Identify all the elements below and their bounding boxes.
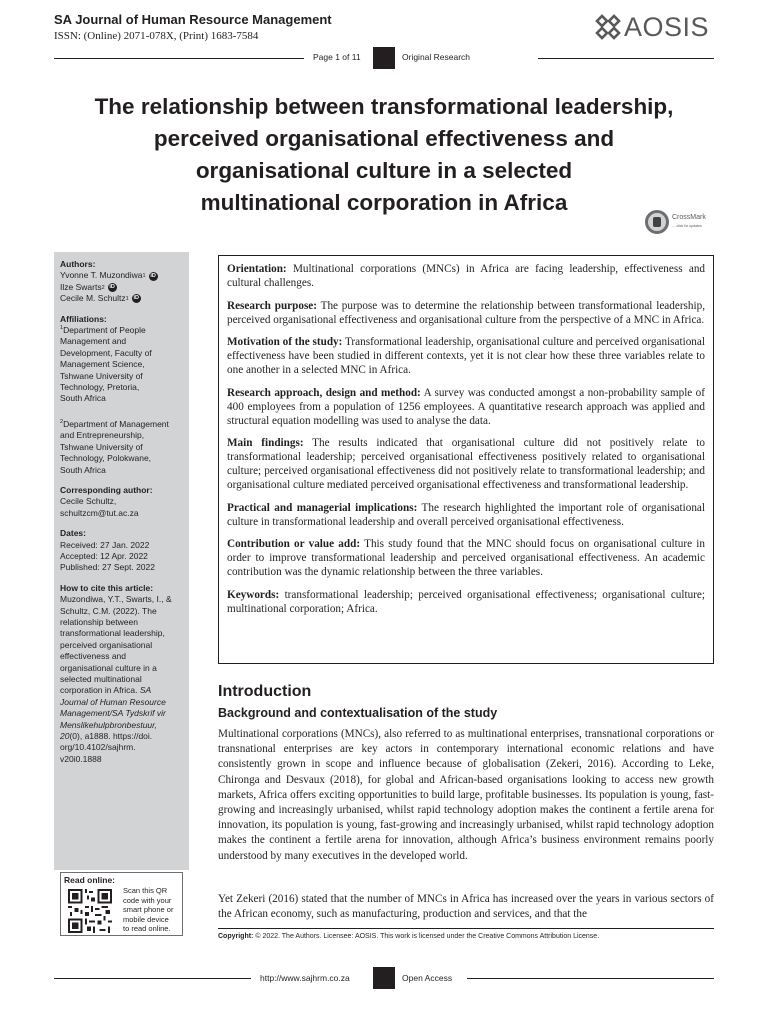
date-received: Received: 27 Jan. 2022 [60, 539, 150, 550]
cite-italic: Journal of Human Resource [60, 696, 166, 707]
author-name: Cecile M. Schultz [60, 293, 126, 304]
copyright-text: © 2022. The Authors. Licensee: AOSIS. This work is licensed under the Creative Commons Attribution License. [255, 933, 600, 940]
abstract-text: Transformational leadership, organisational culture and perceived organisational effectiveness have been studied in different contexts, yet it is not clear how these three variables relate to one another in a selected MNC in Africa. [227, 336, 705, 376]
title-line: perceived organisational effectiveness and [153, 126, 615, 151]
cite-volume: 20 [60, 731, 70, 742]
abstract-purpose [227, 299, 705, 327]
abstract-text: The research highlighted the important role of organisational culture in transformational leadership and overall perceived organisational effectiveness. [227, 501, 705, 528]
crossmark-sublabel: ← click for updates [672, 224, 702, 228]
footer-block [373, 967, 395, 989]
abstract-findings [227, 436, 705, 492]
corresponding-label: Corresponding author: [60, 484, 153, 495]
qr-code-icon[interactable] [68, 889, 112, 933]
corresponding-section [60, 485, 183, 519]
aosis-logo-icon [594, 13, 622, 41]
orcid-icon[interactable]: iD [133, 295, 139, 302]
abstract-box [218, 255, 714, 664]
crossmark-label: CrossMark [672, 214, 706, 221]
orcid-icon[interactable]: iD [150, 272, 156, 279]
authors-section [60, 259, 183, 305]
abstract-text: A survey was conducted amongst a non-probability sample of 400 employees from a population of 1256 employees. A quantitative research approach was applied and structural equation modelling was used to analyse the data. [227, 386, 705, 427]
date-accepted: Accepted: 12 Apr. 2022 [60, 550, 148, 561]
divider [54, 58, 304, 59]
affiliation-sup: 1 [60, 325, 64, 332]
cite-label: How to cite this article: [60, 582, 154, 593]
affiliation-line: Technology, Pretoria, [60, 382, 140, 393]
orcid-icon[interactable]: iD [109, 284, 115, 291]
affiliation-line: Technology, Polokwane, [60, 453, 152, 464]
abstract-label: Motivation of the study: [227, 336, 343, 348]
qr-text-line: smart phone or [123, 905, 174, 914]
cite-tail[interactable]: org/10.4102/sajhrm. [60, 742, 136, 753]
affiliation-line: South Africa [60, 393, 106, 404]
affiliations-section [60, 314, 183, 476]
cite-tail[interactable]: v20i0.1888 [60, 753, 102, 764]
author-item: Yvonne T. Muzondiwa 1 iD [60, 270, 156, 281]
affiliation-2 [60, 419, 183, 476]
title-line: organisational culture in a selected [195, 158, 573, 183]
section-type: Original Research [402, 52, 471, 62]
body-paragraph: Multinational corporations (MNCs), also referred to as multinational enterprises, transnational corporations or transnational enterprises are key actors in contemporary international economic relations and have consistently grown in scope and influence because of globalisation (Zekeri, 2016). According to Leke, Chironga and Desvaux (2018), for global and African-based organisations looking to access new growth markets, Africa offers exciting opportunities to build large, profitable businesses. Its population is young, fast-growing and increasingly urbanised, whilst rapid technology adoption makes the continent a fertile arena for innovation, its population is young, fast-growing and increasingly urbanised, whilst rapid technology adoption makes the continent a fertile arena for innovation, although Africa’s business environment remains poorly understood by many executives in the developed world. [218, 728, 714, 862]
page-number: Page 1 of 11 [313, 52, 361, 62]
subsection-heading: Background and contextualisation of the study [218, 706, 498, 720]
authors-label: Authors: [60, 259, 96, 269]
abstract-keywords [227, 588, 705, 616]
divider [54, 978, 251, 979]
article-sidebar [54, 252, 189, 870]
abstract-label: Orientation: [227, 263, 287, 275]
qr-text-line: code with your [123, 895, 172, 905]
article-title [54, 91, 714, 219]
abstract-text: transformational leadership; perceived organisational effectiveness; organisational culture; multinational corporation; Africa. [227, 588, 706, 615]
cite-line: relationship between [60, 616, 138, 627]
dates-section [60, 528, 183, 574]
read-online-label: Read online: [64, 875, 116, 885]
corresponding-email[interactable]: schultzcm@tut.ac.za [60, 507, 139, 518]
affiliation-line: Department of People [63, 325, 146, 336]
corresponding-name: Cecile Schultz, [60, 496, 117, 507]
affiliation-line: Tshwane University of [60, 370, 143, 381]
abstract-motivation [227, 335, 705, 377]
abstract-orientation [227, 262, 705, 290]
crossmark-icon [645, 210, 669, 234]
body-paragraph: Yet Zekeri (2016) stated that the number of MNCs in Africa has increased over the years in various sectors of the African economy, such as manufacturing, production and services, and that the [218, 893, 714, 921]
qr-text-line: mobile device [123, 914, 169, 924]
crossmark-badge[interactable] [645, 208, 715, 236]
abstract-label: Research purpose: [227, 299, 317, 312]
qr-instructions [123, 886, 183, 934]
cite-line: perceived organisational [60, 639, 153, 650]
crossmark-text [672, 214, 706, 230]
abstract-text: This study found that the MNC should focus on organisational culture in order to improve transformational leadership and perceived organisational effectiveness. An academic contribution was the dynamic relationship between the three variables. [227, 538, 705, 578]
abstract-label: Keywords: [227, 588, 280, 601]
abstract-contribution [227, 537, 705, 579]
author-item: Ilze Swarts 2 iD [60, 281, 115, 292]
affiliation-1 [60, 325, 183, 405]
abstract-label: Contribution or value add: [227, 538, 361, 550]
affiliations-label: Affiliations: [60, 313, 107, 324]
abstract-text: The results indicated that organisational culture did not positively relate to transformational leadership; perceived organisational effectiveness positively related to organisational culture; perceived organisational effectiveness did not positively relate to transformational leadership; and organisational culture mediated perceived organisational effectiveness and transformational leadership. [227, 437, 705, 491]
divider [467, 978, 714, 979]
issn: ISSN: (Online) 2071-078X, (Print) 1683-7584 [54, 30, 259, 42]
abstract-implications [227, 501, 705, 529]
author-name: Yvonne T. Muzondiwa [60, 270, 143, 281]
open-access-label: Open Access [402, 973, 453, 983]
title-line: The relationship between transformational leadership, [94, 94, 674, 119]
cite-line: transformational leadership, [60, 628, 165, 639]
divider [538, 58, 714, 59]
dates-label: Dates: [60, 528, 86, 539]
affiliation-line: Development, Faculty of [60, 347, 152, 358]
qr-text-line: to read online. [123, 924, 171, 933]
affiliation-line: Management Science, [60, 359, 145, 370]
abstract-text: Multinational corporations (MNCs) in Africa are facing leadership, effectiveness and cultural challenges. [227, 263, 706, 289]
affiliation-line: and Entrepreneurship, [60, 430, 145, 441]
cite-line: Schultz, C.M. (2022). The [60, 605, 157, 616]
journal-title: SA Journal of Human Resource Management [54, 12, 332, 27]
cite-line: effectiveness and [60, 651, 126, 662]
affiliation-line: Tshwane University of [60, 441, 143, 452]
cite-tail[interactable]: (0), a1888. https://doi. [69, 731, 153, 742]
abstract-label: Practical and managerial implications: [227, 501, 418, 514]
cite-line: selected multinational [60, 674, 142, 684]
affiliation-sup: 2 [60, 419, 64, 426]
qr-text-line: Scan this QR [123, 886, 168, 895]
affiliation-line: South Africa [60, 464, 106, 475]
page-footer-bar [54, 967, 714, 989]
header-block [373, 47, 395, 69]
cite-line: organisational culture in a [60, 662, 157, 673]
abstract-label: Research approach, design and method: [227, 386, 421, 399]
cite-italic: SA [139, 685, 152, 696]
divider [218, 928, 714, 929]
copyright-label: Copyright: [218, 933, 254, 940]
affiliation-line: Management and [60, 336, 127, 347]
read-online-box [60, 872, 183, 936]
author-name: Ilze Swarts [60, 281, 102, 292]
page-header-bar [54, 47, 714, 69]
cite-line: Muzondiwa, Y.T., Swarts, I., & [60, 594, 172, 605]
title-line: multinational corporation in Africa [200, 190, 568, 215]
cite-italic: Management/SA Tydskrif vir [60, 708, 166, 719]
section-heading: Introduction [218, 683, 312, 700]
citation-section [60, 583, 183, 766]
abstract-method [227, 386, 705, 428]
journal-url[interactable]: http://www.sajhrm.co.za [260, 973, 350, 983]
cite-line: corporation in Africa. [60, 685, 138, 696]
abstract-text: The purpose was to determine the relationship between transformational leadership, perceived organisational effectiveness and organisational culture from the perspective of a MNC in Africa. [227, 299, 705, 326]
abstract-label: Main findings: [227, 437, 304, 449]
author-item: Cecile M. Schultz 1 iD [60, 293, 139, 304]
copyright-notice [218, 933, 714, 940]
publisher-name: AOSIS [624, 12, 710, 42]
date-published: Published: 27 Sept. 2022 [60, 562, 155, 573]
publisher-logo [594, 12, 716, 42]
cite-italic: Menslikehulpbronbestuur, [60, 719, 157, 730]
affiliation-line: Department of Management [63, 418, 169, 429]
